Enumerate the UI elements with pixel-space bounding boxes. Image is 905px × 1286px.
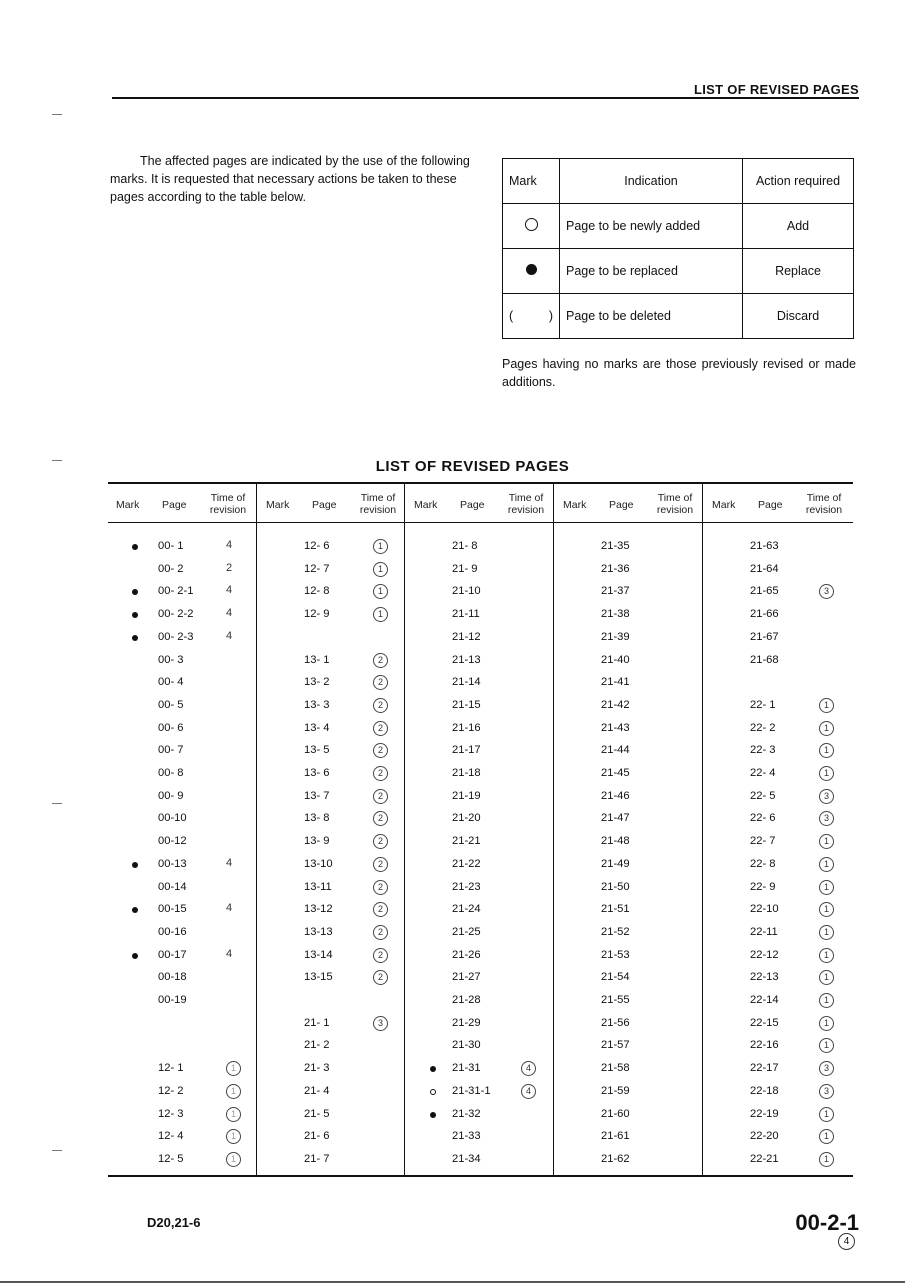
page-number-entry: 00- 2-2 <box>158 608 194 621</box>
mark-col-label: Mark <box>116 499 140 511</box>
page-number-entry: 21- 5 <box>304 1107 330 1120</box>
page-number-entry: 13- 5 <box>304 744 330 757</box>
page-number-entry: 12- 3 <box>158 1107 184 1120</box>
page-number-entry: 21-58 <box>601 1062 630 1075</box>
revision-number: 1 <box>819 1107 834 1122</box>
column-header <box>108 490 257 522</box>
revision-number: 1 <box>226 1107 241 1122</box>
time-of-revision-col-label <box>647 492 703 516</box>
indication-header: Indication <box>560 159 743 204</box>
page-number-entry: 12- 2 <box>158 1084 184 1097</box>
open-circle-icon <box>525 218 538 231</box>
column-divider <box>404 482 405 1175</box>
page-col-label: Page <box>312 499 337 511</box>
page-number-entry: 21-52 <box>601 925 630 938</box>
page-number-entry: 21-39 <box>601 630 630 643</box>
page-number-entry: 22-16 <box>750 1039 779 1052</box>
page-number-entry: 21-24 <box>452 903 481 916</box>
page-number-entry: 00- 7 <box>158 744 184 757</box>
page-number-entry: 21-17 <box>452 744 481 757</box>
mark-col-label: Mark <box>414 499 438 511</box>
page-number-entry: 22- 7 <box>750 835 776 848</box>
list-header-rule <box>108 522 853 523</box>
action-header: Action required <box>743 159 854 204</box>
indication-cell: Page to be newly added <box>560 204 743 249</box>
revision-number: 1 <box>819 880 834 895</box>
marks-table-row-add <box>503 204 854 249</box>
revision-number: 1 <box>819 721 834 736</box>
time-of-revision-col-label <box>200 492 256 516</box>
revision-number: 1 <box>226 1152 241 1167</box>
page-number-entry: 21-44 <box>601 744 630 757</box>
revision-number: 2 <box>373 970 388 985</box>
page-number-entry: 13- 4 <box>304 721 330 734</box>
mark-col-label: Mark <box>266 499 290 511</box>
page-number-entry: 21-22 <box>452 857 481 870</box>
page-number-entry: 21-65 <box>750 585 779 598</box>
page-number-entry: 13- 2 <box>304 676 330 689</box>
note-paragraph: Pages having no marks are those previously revised or made additions. <box>502 357 856 389</box>
page-number-entry: 21-23 <box>452 880 481 893</box>
indication-cell: Page to be replaced <box>560 249 743 294</box>
page-number-entry: 13-13 <box>304 925 333 938</box>
page-number-entry: 21-33 <box>452 1130 481 1143</box>
revision-number: 2 <box>373 721 388 736</box>
marks-table-header <box>503 159 854 204</box>
page-number-entry: 00-10 <box>158 812 187 825</box>
revision-number: 3 <box>819 811 834 826</box>
list-bottom-rule <box>108 1175 853 1177</box>
added-mark-circle-icon <box>430 1089 436 1095</box>
revision-number: 1 <box>819 1152 834 1167</box>
page-number-entry: 00-16 <box>158 925 187 938</box>
page-number-entry: 00-17 <box>158 948 187 961</box>
page-number-entry: 22-14 <box>750 994 779 1006</box>
revision-number: 3 <box>819 789 834 804</box>
page-number-entry: 00- 5 <box>158 698 184 711</box>
page-number-entry: 21-28 <box>452 994 481 1006</box>
revision-number: 2 <box>373 789 388 804</box>
revision-number: 1 <box>226 1084 241 1099</box>
page-number-entry: 21-14 <box>452 676 481 689</box>
revision-number: 2 <box>373 653 388 668</box>
page-number-entry: 21- 3 <box>304 1062 330 1075</box>
page-number-entry: 21-48 <box>601 835 630 848</box>
column-header <box>406 490 555 522</box>
page-number-entry: 13- 8 <box>304 812 330 825</box>
revision-number: 4 <box>226 629 233 642</box>
revision-number: 4 <box>226 539 233 551</box>
page-number-entry: 12- 1 <box>158 1062 184 1075</box>
page-number-entry: 21-11 <box>452 608 480 621</box>
column-header <box>555 490 704 522</box>
revision-number: 1 <box>226 1129 241 1144</box>
revision-label: revision <box>359 504 397 516</box>
page-col-label: Page <box>609 499 634 511</box>
page-number-entry: 00- 9 <box>158 789 184 802</box>
page-number-entry: 22-18 <box>750 1084 779 1097</box>
revision-number: 2 <box>373 811 388 826</box>
column-divider <box>553 482 554 1175</box>
page-number-entry: 13- 7 <box>304 789 330 802</box>
page-number-entry: 21-40 <box>601 653 630 666</box>
page-number-entry: 21-49 <box>601 857 630 870</box>
page-number-entry: 21-29 <box>452 1016 481 1029</box>
page-number-entry: 00-18 <box>158 971 187 984</box>
page-number-entry: 21-66 <box>750 608 779 621</box>
model-code: D20,21-6 <box>147 1215 201 1230</box>
revision-label: revision <box>805 504 843 516</box>
page-number-entry: 22-17 <box>750 1062 779 1075</box>
list-top-rule <box>108 482 853 484</box>
column-divider <box>702 482 703 1175</box>
page-number-entry: 21-42 <box>601 698 630 711</box>
page-number-entry: 21-47 <box>601 812 630 825</box>
replaced-mark-dot-icon <box>132 635 138 641</box>
page-number-entry: 21-43 <box>601 721 630 734</box>
time-of-revision-col-label <box>498 492 554 516</box>
revision-label: revision <box>507 504 545 516</box>
page-number-entry: 12- 9 <box>304 608 330 621</box>
page-number-entry: 13- 1 <box>304 653 330 666</box>
revision-number: 1 <box>373 607 388 622</box>
page-number-entry: 13-12 <box>304 903 333 916</box>
page-number-entry: 22-11 <box>750 925 778 938</box>
page-number-entry: 00-14 <box>158 880 187 893</box>
page-number-entry: 00-19 <box>158 994 187 1006</box>
revision-number: 1 <box>819 857 834 872</box>
revision-label: revision <box>656 504 694 516</box>
page-number-entry: 12- 8 <box>304 585 330 598</box>
page-number-entry: 21-31-1 <box>452 1084 491 1097</box>
page-number-entry: 22-10 <box>750 903 779 916</box>
page-number-entry: 21-32 <box>452 1107 481 1120</box>
revision-number: 1 <box>819 925 834 940</box>
page-number-entry: 21- 8 <box>452 540 478 552</box>
page-number-entry: 22-20 <box>750 1130 779 1143</box>
revision-number: 2 <box>373 675 388 690</box>
page-number-entry: 21- 7 <box>304 1152 330 1165</box>
page-number-entry: 00- 2-3 <box>158 630 194 643</box>
column-header <box>704 490 853 522</box>
parenthesis-icon <box>509 309 553 323</box>
bottom-scan-line <box>0 1281 905 1283</box>
page-number-entry: 00- 4 <box>158 676 184 689</box>
page-number-entry: 21-60 <box>601 1107 630 1120</box>
page-number-entry: 21-21 <box>452 835 481 848</box>
page-number-entry: 22- 3 <box>750 744 776 757</box>
revision-label: revision <box>209 504 247 516</box>
revision-number: 1 <box>819 902 834 917</box>
page-number-entry: 22- 6 <box>750 812 776 825</box>
action-cell: Discard <box>743 294 854 339</box>
section-title: LIST OF REVISED PAGES <box>375 458 570 475</box>
page-number-entry: 12- 6 <box>304 540 330 552</box>
page-number-entry: 13-10 <box>304 857 333 870</box>
page-number-entry: 21-10 <box>452 585 481 598</box>
time-of-label: Time of <box>508 492 544 504</box>
page-number-entry: 21-12 <box>452 630 481 643</box>
revision-number: 1 <box>373 584 388 599</box>
revision-number: 2 <box>373 834 388 849</box>
page-number-entry: 21-45 <box>601 767 630 779</box>
page-number-entry: 00-12 <box>158 835 187 848</box>
revision-number: 3 <box>819 1061 834 1076</box>
revision-number: 2 <box>373 902 388 917</box>
scan-mark <box>52 114 62 115</box>
page-number-entry: 22-15 <box>750 1016 779 1029</box>
page-number-entry: 22- 1 <box>750 698 776 711</box>
marks-table-row-replace <box>503 249 854 294</box>
page-number-entry: 00- 1 <box>158 540 184 552</box>
time-of-revision-col-label <box>350 492 406 516</box>
time-of-label: Time of <box>210 492 246 504</box>
revision-number: 2 <box>373 766 388 781</box>
page-number-entry: 22-21 <box>750 1152 779 1165</box>
page-number-entry: 21-27 <box>452 971 481 984</box>
page-number-entry: 21-26 <box>452 948 481 961</box>
revision-number: 1 <box>819 948 834 963</box>
page-number-entry: 21-34 <box>452 1152 481 1165</box>
page-number-entry: 21-64 <box>750 562 779 575</box>
page-number-entry: 21-15 <box>452 698 481 711</box>
page-number-entry: 21-30 <box>452 1039 481 1052</box>
page-number-entry: 21- 9 <box>452 562 478 575</box>
mark-col-label: Mark <box>563 499 587 511</box>
page-number-entry: 13-14 <box>304 948 333 961</box>
page-number-entry: 21-61 <box>601 1130 630 1143</box>
page-number-entry: 21- 1 <box>304 1016 330 1029</box>
page-number-entry: 21-18 <box>452 767 481 779</box>
page-number-entry: 13- 9 <box>304 835 330 848</box>
page-number-entry: 21-50 <box>601 880 630 893</box>
page-col-label: Page <box>758 499 783 511</box>
time-of-label: Time of <box>360 492 396 504</box>
scan-mark <box>52 1150 62 1151</box>
mark-col-label: Mark <box>712 499 736 511</box>
page-number-entry: 22-19 <box>750 1107 779 1120</box>
column-divider <box>256 482 257 1175</box>
page-number-entry: 21-68 <box>750 653 779 666</box>
revision-number: 4 <box>226 947 233 960</box>
page-number-entry: 21-13 <box>452 653 481 666</box>
page-number-entry: 22-12 <box>750 948 779 961</box>
page-number: 00-2-1 <box>795 1210 859 1235</box>
revision-number: 1 <box>819 1129 834 1144</box>
revision-number: 2 <box>373 925 388 940</box>
revision-number: 1 <box>373 562 388 577</box>
open-circle-mark <box>503 204 560 249</box>
scan-mark <box>52 803 62 804</box>
column-header <box>258 490 407 522</box>
page-number-entry: 21-36 <box>601 562 630 575</box>
revision-number: 1 <box>373 539 388 554</box>
revision-number: 1 <box>819 766 834 781</box>
page-number-entry: 21- 6 <box>304 1130 330 1143</box>
replaced-mark-dot-icon <box>132 544 138 550</box>
action-cell: Add <box>743 204 854 249</box>
revision-number: 4 <box>226 584 233 597</box>
revision-number: 1 <box>226 1061 241 1076</box>
page-number-entry: 00- 2-1 <box>158 585 194 598</box>
page-number-entry: 21- 2 <box>304 1039 330 1052</box>
revision-number: 2 <box>226 561 233 574</box>
filled-dot-icon <box>526 264 537 275</box>
header-rule <box>112 97 859 99</box>
action-cell: Replace <box>743 249 854 294</box>
page-number-entry: 21-57 <box>601 1039 630 1052</box>
page-number-entry: 00- 3 <box>158 653 184 666</box>
revision-number: 4 <box>521 1084 536 1099</box>
page-number-entry: 21-38 <box>601 608 630 621</box>
page-number-entry: 12- 4 <box>158 1130 184 1143</box>
page-number-entry: 21-67 <box>750 630 779 643</box>
page-number-entry: 22- 5 <box>750 789 776 802</box>
page-header-title: LIST OF REVISED PAGES <box>694 82 859 97</box>
page-number-entry: 13- 6 <box>304 767 330 779</box>
page-number-entry: 21-53 <box>601 948 630 961</box>
replaced-mark-dot-icon <box>430 1112 436 1118</box>
page-number-entry: 22- 4 <box>750 767 776 779</box>
revision-number: 1 <box>819 993 834 1008</box>
page-number-entry: 21- 4 <box>304 1084 330 1097</box>
revision-number: 2 <box>373 743 388 758</box>
revision-number: 3 <box>819 584 834 599</box>
page-number-entry: 21-25 <box>452 925 481 938</box>
revision-number: 1 <box>819 743 834 758</box>
indication-cell: Page to be deleted <box>560 294 743 339</box>
page-number-entry: 12- 7 <box>304 562 330 575</box>
page-number-entry: 21-63 <box>750 540 779 552</box>
page-number-entry: 00-13 <box>158 857 187 870</box>
page-number-entry: 00-15 <box>158 903 187 916</box>
page-number-entry: 22-13 <box>750 971 779 984</box>
revision-number: 2 <box>373 698 388 713</box>
replaced-mark-dot-icon <box>132 862 138 868</box>
page-number-entry: 21-41 <box>601 676 630 689</box>
page-number-entry: 21-62 <box>601 1152 630 1165</box>
revision-number: 3 <box>373 1016 388 1031</box>
page-number-entry: 21-46 <box>601 789 630 802</box>
revision-number: 2 <box>373 880 388 895</box>
replaced-mark-dot-icon <box>132 612 138 618</box>
revision-number: 4 <box>521 1061 536 1076</box>
paren-close: ) <box>548 309 553 323</box>
page-number-entry: 21-51 <box>601 903 630 916</box>
page-revision-badge: 4 <box>838 1233 855 1250</box>
page-number-entry: 21-31 <box>452 1062 481 1075</box>
page-number-entry: 22- 9 <box>750 880 776 893</box>
page-number-entry: 13-15 <box>304 971 333 984</box>
replaced-mark-dot-icon <box>132 907 138 913</box>
revision-number: 1 <box>819 834 834 849</box>
replaced-mark-dot-icon <box>132 589 138 595</box>
page-number-entry: 13-11 <box>304 880 332 893</box>
page-number-entry: 21-35 <box>601 540 630 552</box>
revision-number: 1 <box>819 1016 834 1031</box>
paren-open: ( <box>509 309 514 323</box>
filled-dot-mark <box>503 249 560 294</box>
page-number-entry: 22- 2 <box>750 721 776 734</box>
revision-number: 4 <box>226 856 233 869</box>
mark-header: Mark <box>503 159 560 204</box>
time-of-revision-col-label <box>796 492 852 516</box>
page-number-entry: 00- 6 <box>158 721 184 734</box>
page-number-entry: 21-56 <box>601 1016 630 1029</box>
intro-paragraph: The affected pages are indicated by the use of the following marks. It is requested that necessary actions be taken to these pages according to the table below. <box>110 154 470 204</box>
replaced-mark-dot-icon <box>430 1066 436 1072</box>
revision-number: 1 <box>819 698 834 713</box>
page-number-entry: 21-16 <box>452 721 481 734</box>
page-number-entry: 21-59 <box>601 1084 630 1097</box>
page-number-entry: 21-55 <box>601 994 630 1006</box>
replaced-mark-dot-icon <box>132 953 138 959</box>
revision-number: 4 <box>226 607 233 620</box>
revision-number: 4 <box>226 902 233 915</box>
parenthesis-mark <box>503 294 560 339</box>
page-number-entry: 21-37 <box>601 585 630 598</box>
page-number-entry: 21-54 <box>601 971 630 984</box>
page-col-label: Page <box>460 499 485 511</box>
page-col-label: Page <box>162 499 187 511</box>
revision-number: 1 <box>819 1038 834 1053</box>
page-number-entry: 21-19 <box>452 789 481 802</box>
revision-number: 1 <box>819 970 834 985</box>
page-number-entry: 00- 2 <box>158 562 184 575</box>
marks-table-row-discard <box>503 294 854 339</box>
page-number-entry: 12- 5 <box>158 1152 184 1165</box>
time-of-label: Time of <box>657 492 693 504</box>
revision-number: 2 <box>373 948 388 963</box>
revision-number: 3 <box>819 1084 834 1099</box>
page-number-entry: 22- 8 <box>750 857 776 870</box>
page-number-entry: 13- 3 <box>304 698 330 711</box>
time-of-label: Time of <box>806 492 842 504</box>
page-number-entry: 21-20 <box>452 812 481 825</box>
marks-legend-table <box>502 158 854 339</box>
revision-number: 2 <box>373 857 388 872</box>
page-number-entry: 00- 8 <box>158 767 184 779</box>
